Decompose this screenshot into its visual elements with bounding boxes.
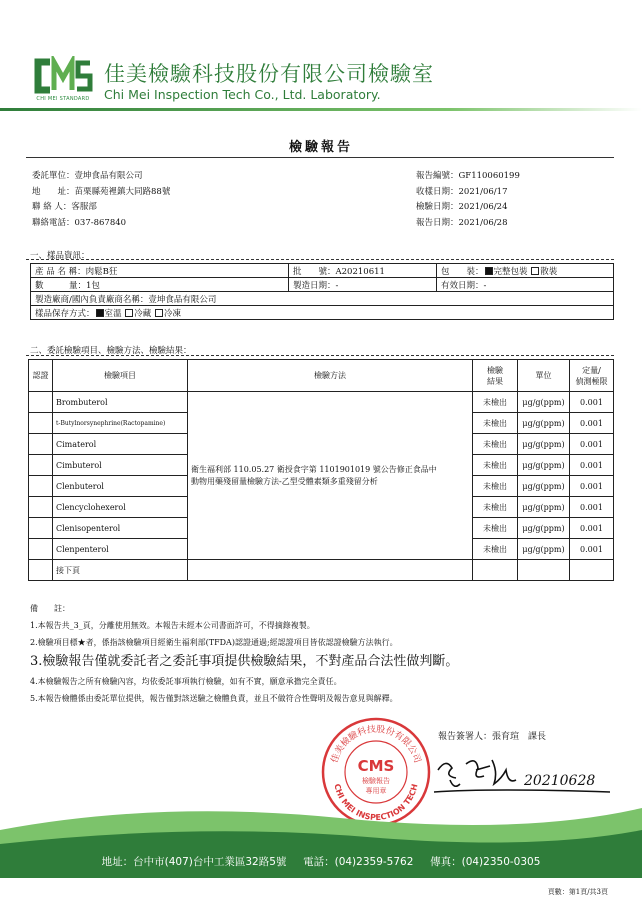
report-title: 檢驗報告 [288,140,353,155]
note-3: 3.檢驗報告僅就委託者之委託事項提供檢驗結果，不對產品合法性做判斷。 [30,654,459,669]
unchecked-box-icon [125,309,133,317]
sample-section-divider [26,259,614,260]
header-rule [0,108,642,111]
item-cell: Clencyclohexerol [53,497,188,518]
unit-cell: μg/g(ppm) [518,392,570,413]
report-info [416,169,520,231]
note-2: 2.檢驗項目標★者，係指該檢驗項目經衛生福利部(TFDA)認證通過;經認證項目皆依認證檢驗方法執行。 [30,638,398,647]
seal-center-line1: 檢驗報告 [362,777,390,785]
item-cell: Clenisopenterol [53,518,188,539]
limit-cell: 0.001 [570,434,614,455]
storage-label: 樣品保存方式： [35,308,95,319]
item-cell: Brombuterol [53,392,188,413]
method-cell [188,392,473,560]
col-result-line2: 結果 [487,376,503,386]
accredit-cell [29,392,53,413]
unit-cell: μg/g(ppm) [518,413,570,434]
table-row [31,264,614,278]
unit-cell: μg/g(ppm) [518,476,570,497]
report-signer: 報告簽署人：張育瑄 課長 [438,732,547,742]
exp-date-cell [437,278,614,292]
unit-cell: μg/g(ppm) [518,434,570,455]
maker-value: 壹坤食品有限公司 [148,294,217,305]
results-table [28,359,614,581]
item-cell: Cimbuterol [53,455,188,476]
col-result [473,360,518,392]
quantity-cell [31,278,289,292]
maker-cell [31,292,614,306]
empty-cell [518,560,570,581]
notes-heading: 備 註： [30,604,70,613]
results-section-divider [26,355,614,356]
table-header-row [29,360,614,392]
col-limit-line2: 偵測極限 [575,376,608,386]
result-cell: 未檢出 [473,413,518,434]
company-name-en: Chi Mei Inspection Tech Co., Ltd. Laboratory. [104,87,381,102]
page-number: 頁數：第1頁/共3頁 [547,888,608,896]
item-cell: Clenpenterol [53,539,188,560]
logo-subtitle: CHI MEI STANDARD [36,96,90,102]
client-address: 地 址：苗栗縣苑裡鎮大同路88號 [32,186,171,197]
seal-ring-cn: 佳美檢驗科技股份有限公司 [330,724,422,765]
method-line2: 動物用藥殘留量檢驗方法-乙型受體素類多重殘留分析 [191,476,378,486]
company-name-cn: 佳美檢驗科技股份有限公司檢驗室 [104,62,434,86]
note-4: 4.本檢驗報告之所有檢驗內容，均依委託事項執行檢驗，如有不實，願意承擔完全責任。 [30,677,342,686]
exp-date-label: 有效日期： [441,280,484,291]
table-row [31,306,614,320]
results-section-heading: 二、委託檢驗項目、檢驗方法、檢驗結果： [30,346,192,356]
package-label: 包 裝： [441,266,484,277]
empty-cell [473,560,518,581]
accredit-cell [29,413,53,434]
product-name-cell [31,264,289,278]
accredit-cell [29,560,53,581]
mfg-date-value: - [335,280,339,291]
table-row [31,292,614,306]
table-row [31,278,614,292]
limit-cell: 0.001 [570,518,614,539]
seal-center-logo: CMS [357,757,395,775]
sample-section-heading: 一、樣品資訊： [30,251,90,261]
col-limit-line1: 定量/ [582,365,601,375]
col-method: 檢驗方法 [188,360,473,392]
accredit-cell [29,518,53,539]
col-limit [570,360,614,392]
accredit-cell [29,497,53,518]
client-phone: 聯絡電話：037-867840 [32,217,127,228]
batch-label: 批 號： [293,266,336,277]
received-date: 收樣日期：2021/06/17 [416,186,508,197]
note-5: 5.本報告檢體係由委託單位提供，報告僅對該送驗之檢體負責，並且不做符合性聲明及報告意見與解釋。 [30,694,398,703]
quantity-value: 1包 [86,280,100,291]
client-contact: 聯 絡 人：客服部 [32,202,97,212]
unit-cell: μg/g(ppm) [518,497,570,518]
maker-label: 製造廠商/國內負責廠商名稱： [35,294,149,305]
batch-value: A20210611 [335,266,385,277]
col-unit: 單位 [518,360,570,392]
col-item: 檢驗項目 [53,360,188,392]
limit-cell: 0.001 [570,497,614,518]
footer-address: 地址：台中市(407)台中工業區32路5號 [101,856,287,868]
accredit-cell [29,455,53,476]
unit-cell: μg/g(ppm) [518,518,570,539]
empty-cell [188,560,473,581]
result-cell: 未檢出 [473,392,518,413]
storage-option-fridge: 冷藏 [134,308,152,319]
limit-cell: 0.001 [570,476,614,497]
mfg-date-label: 製造日期： [293,280,336,291]
seal-center-line2: 專用章 [365,787,387,795]
limit-cell: 0.001 [570,413,614,434]
client-info [32,169,170,231]
title-divider [26,157,614,158]
footer-contact [0,854,642,869]
result-cell: 未檢出 [473,518,518,539]
accredit-cell [29,476,53,497]
accredit-cell [29,539,53,560]
item-cell: Cimaterol [53,434,188,455]
client-unit: 委託單位：壹坤食品有限公司 [32,171,143,181]
package-option-bulk: 散裝 [540,266,558,277]
note-1: 1.本報告共_3_頁，分離使用無效。本報告未經本公司書面許可，不得摘錄複製。 [30,621,315,630]
item-cell: Clenbuterol [53,476,188,497]
empty-cell [570,560,614,581]
report-date: 報告日期：2021/06/28 [416,217,508,228]
storage-option-frozen: 冷凍 [163,308,181,319]
table-row [29,560,614,581]
limit-cell: 0.001 [570,392,614,413]
unchecked-box-icon [531,267,539,275]
signature-date: 20210628 [524,773,596,789]
batch-cell [289,264,437,278]
package-cell [437,264,614,278]
test-date: 檢驗日期：2021/06/24 [416,202,508,212]
mfg-date-cell [289,278,437,292]
package-option-whole: 完整包裝 [493,266,528,277]
notes [30,600,458,707]
quantity-label: 數 量： [35,280,87,291]
table-row [29,392,614,413]
storage-option-room: 室溫 [104,308,122,319]
seal-ring-en: CHI MEI INSPECTION TECH [332,782,420,823]
result-cell: 未檢出 [473,434,518,455]
handwritten-signature [432,750,612,800]
exp-date-value: - [483,280,487,291]
unit-cell: μg/g(ppm) [518,455,570,476]
storage-cell [31,306,614,320]
product-name-label: 產 品 名 稱： [35,266,86,277]
result-cell: 未檢出 [473,497,518,518]
cms-logo-icon [32,56,94,96]
sample-info-table [30,263,614,320]
footer-fax: 傳真：(04)2350-0305 [430,856,541,868]
accredit-cell [29,434,53,455]
product-name-value: 肉鬆B狂 [85,266,118,277]
letterhead [32,56,632,108]
limit-cell: 0.001 [570,539,614,560]
result-cell: 未檢出 [473,476,518,497]
item-cell: t-Butylnorsynephrine(Ractopamine) [53,413,188,434]
result-cell: 未檢出 [473,455,518,476]
continued-cell: 接下頁 [53,560,188,581]
limit-cell: 0.001 [570,455,614,476]
footer-phone: 電話：(04)2359-5762 [303,856,414,868]
result-cell: 未檢出 [473,539,518,560]
col-result-line1: 檢驗 [487,365,503,375]
report-number: 報告編號：GF110060199 [416,171,520,181]
unit-cell: μg/g(ppm) [518,539,570,560]
checked-box-icon [485,267,493,275]
unchecked-box-icon [155,309,163,317]
company-logo [32,56,94,106]
col-accredit: 認證 [29,360,53,392]
checked-box-icon [96,309,104,317]
method-line1: 衛生福利部 110.05.27 衛授食字第 1101901019 號公告修正食品中 [191,464,437,474]
